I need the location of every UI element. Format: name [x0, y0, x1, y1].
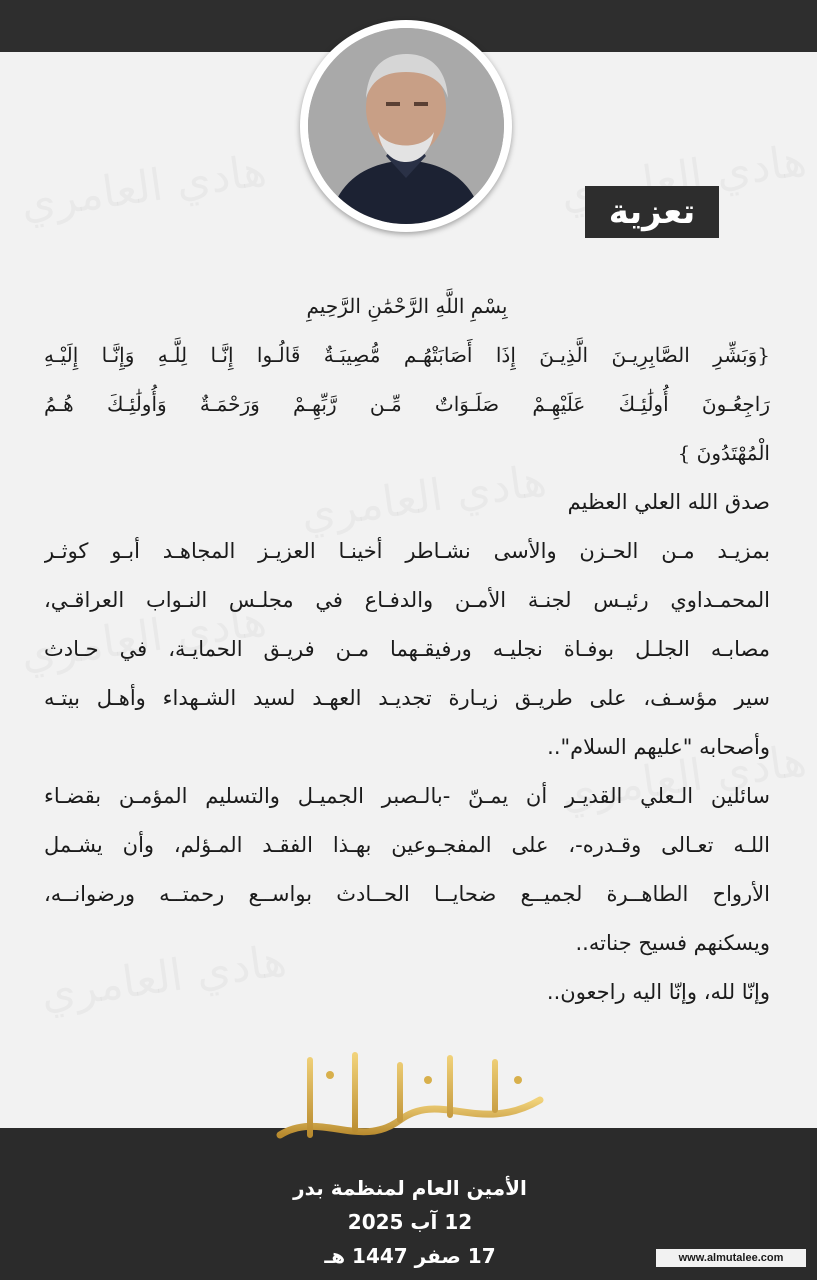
basmala: بِسْمِ اللَّهِ الرَّحْمَٰنِ الرَّحِيمِ: [306, 294, 508, 318]
portrait-silhouette-icon: [308, 28, 504, 224]
site-url[interactable]: www.almutalee.com: [656, 1249, 806, 1267]
paragraph-line: مصابـه الجلـل بوفـاة نجليـه ورفيقـهما مـن فريـق الحمايـة، في حـادث: [44, 637, 770, 661]
portrait-photo: [300, 20, 512, 232]
paragraph-line: المحمـداوي رئيـس لجنـة الأمـن والدفـاع في مجلـس النـواب العراقـي،: [44, 588, 770, 612]
paragraph-line: الأرواح الطاهــرة لجميــع ضحايــا الحــادث بواســع رحمتــه ورضوانــه،: [44, 882, 770, 906]
verse-line: الْمُهْتَدُونَ }: [677, 441, 770, 465]
signatory-title: الأمين العام لمنظمة بدر: [293, 1176, 527, 1200]
date-gregorian: 12 آب 2025: [347, 1210, 473, 1234]
paragraph-line: اللـه تعـالى وقـدره-، على المفجـوعين بهـذا الفقـد المـؤلم، وأن يشـمل: [44, 833, 770, 857]
calligraphy-signature: [250, 1040, 570, 1160]
closing-line: وإنّا لله، وإنّا اليه راجعون..: [546, 980, 770, 1004]
date-hijri: 17 صفر 1447 هـ: [324, 1244, 496, 1268]
paragraph-line: بمزيـد مـن الحـزن والأسى نشـاطر أخينـا العزيـز المجاهـد أبـو كوثـر: [44, 539, 770, 563]
sadaq-line: صدق الله العلي العظيم: [567, 490, 770, 514]
paragraph-line: وأصحابه "عليهم السلام"..: [547, 735, 770, 759]
condolence-badge: تعزية: [585, 186, 719, 238]
condolence-text: [44, 282, 770, 1017]
verse-line: رَاجِعُـونَ أُولَٰئِـكَ عَلَيْهِـمْ صَلَـوَاتٌ مِّـن رَّبِّهِـمْ وَرَحْمَـةٌ وَأُولَٰئِـكَ هُـمُ: [44, 392, 770, 416]
paragraph-line: سائلين الـعلي القديـر أن يمـنّ -بالـصبر الجميـل والتسليم المؤمـن بقضـاء: [44, 784, 770, 808]
paragraph-line: ويسكنهم فسيح جناته..: [575, 931, 770, 955]
watermark-pattern: [18, 145, 270, 230]
paragraph-line: سير مؤسـف، على طريـق زيـارة تجديـد العهـد لسيد الشـهداء وأهـل بيتـه: [44, 686, 770, 710]
verse-line: {وَبَشِّرِ الصَّابِرِيـنَ الَّذِيـنَ إِذَا أَصَابَتْهُـم مُّصِيبَـةٌ قَالُـوا إِنَّـا لِلَّـهِ وَإِنَّـا إِلَيْـهِ: [44, 343, 770, 367]
